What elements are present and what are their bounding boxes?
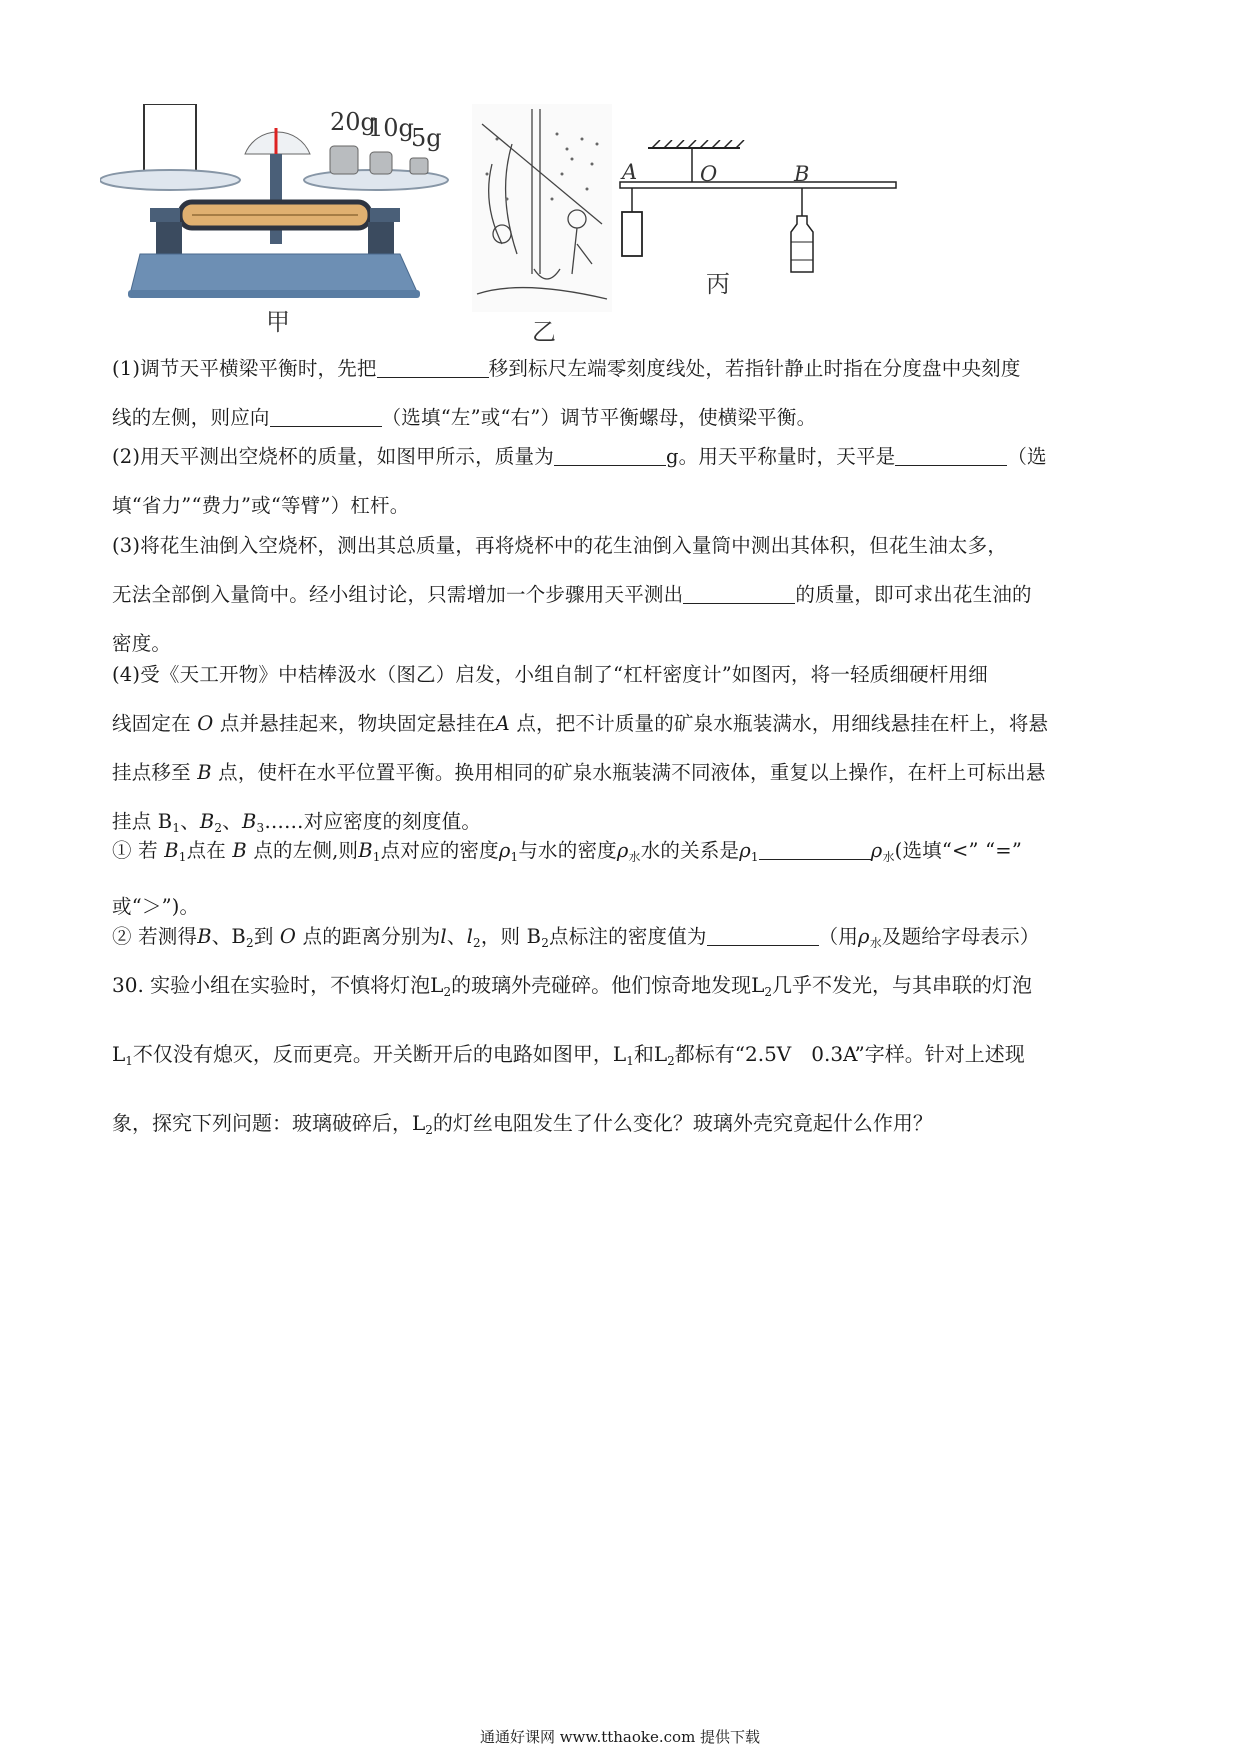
question-4-part-1: ① 若 $B_1$点在 B 点的左侧,则$B_1$点对应的密度$\rho_1$与水的密度$\rho_水$水的关系是$\rho_1$ $\rho_水$(选填“<” “=” 或“＞”)。: [112, 839, 1023, 918]
question-3: (3)将花生油倒入空烧杯，测出其总质量，再将烧杯中的花生油倒入量筒中测出其体积，但花生油太多， 无法全部倒入量筒中。经小组讨论，只需增加一个步骤用天平测出 的质量，即可求出花生油的 密度。: [112, 534, 1032, 655]
weight-10g: [370, 152, 392, 174]
question-1: (1)调节天平横梁平衡时，先把 移到标尺左端零刻度线处，若指针静止时指在分度盘中央刻度 线的左侧，则应向 （选填“左”或“右”）调节平衡螺母，使横梁平衡。: [112, 357, 1021, 429]
weight-5g: [410, 158, 428, 174]
caption-yi: 乙: [532, 318, 556, 346]
question-4-part-2: ② 若测得B、$B_2$到 O 点的距离分别为l、$l_2$，则 $B_2$点标注的密度值为 （用$\rho_水$及题给字母表示）: [112, 925, 1040, 950]
question-4: (4)受《天工开物》中桔棒汲水（图乙）启发，小组自制了“杠杆密度计”如图丙，将一轻质细硬杆用细 线固定在 O 点并悬挂起来，物块固定悬挂在A 点，把不计质量的矿泉水瓶装满水，用细线悬挂在杆上，将悬 挂点移至 B 点，使杆在水平位置平衡。换用相同的矿泉水瓶装满不同液体，重复以上操作，在杆上可标出悬 挂点 $B_1$、$B_2$、$B_3\dots\dots$对应密度的刻度值。: [112, 663, 1049, 835]
weight-label-10g: 10g: [368, 114, 414, 142]
point-label-a: A: [622, 160, 638, 184]
caption-jia: 甲: [266, 308, 290, 336]
question-2: (2)用天平测出空烧杯的质量，如图甲所示，质量为 g。用天平称量时，天平是 （选 填“省力”“费力”或“等臂”）杠杆。: [112, 445, 1047, 517]
question-30: 30. 实验小组在实验时，不慎将灯泡$L_2$的玻璃外壳碰碎。他们惊奇地发现$L_2$几乎不发光，与其串联的灯泡 $L_1$不仅没有熄灭，反而更亮。开关断开后的电路如图甲，$L_1$和$L_2$都标有“2.5V 0.3A”字样。针对上述现 象，探究下列问题：玻璃破碎后，$L_2$的灯丝电阻发生了什么变化？玻璃外壳究竟起什么作用？: [112, 973, 1033, 1137]
answer-blank-3[interactable]: [683, 583, 795, 604]
answer-blank-4-2[interactable]: [707, 925, 819, 946]
point-label-b: B: [794, 162, 810, 186]
answer-blank-4-1[interactable]: [759, 839, 871, 860]
page-footer: 通通好课网 www.tthaoke.com 提供下载: [479, 1728, 761, 1746]
weight-label-20g: 20g: [330, 108, 376, 136]
well-sweep-figure: [472, 104, 612, 312]
answer-blank-2a[interactable]: [554, 445, 666, 466]
lever-rod: [620, 182, 896, 188]
water-bottle: [791, 216, 813, 272]
balance-base: [130, 254, 418, 294]
point-label-o: O: [700, 162, 718, 186]
weight-20g: [330, 146, 358, 174]
answer-blank-1b[interactable]: [270, 406, 382, 427]
answer-blank-1a[interactable]: [377, 357, 489, 378]
weight-label-5g: 5g: [411, 124, 442, 152]
caption-bing: 丙: [706, 270, 730, 298]
beaker: [144, 104, 196, 172]
hanging-block: [622, 212, 642, 256]
lever-figure: [616, 140, 898, 280]
answer-blank-2b[interactable]: [895, 445, 1007, 466]
